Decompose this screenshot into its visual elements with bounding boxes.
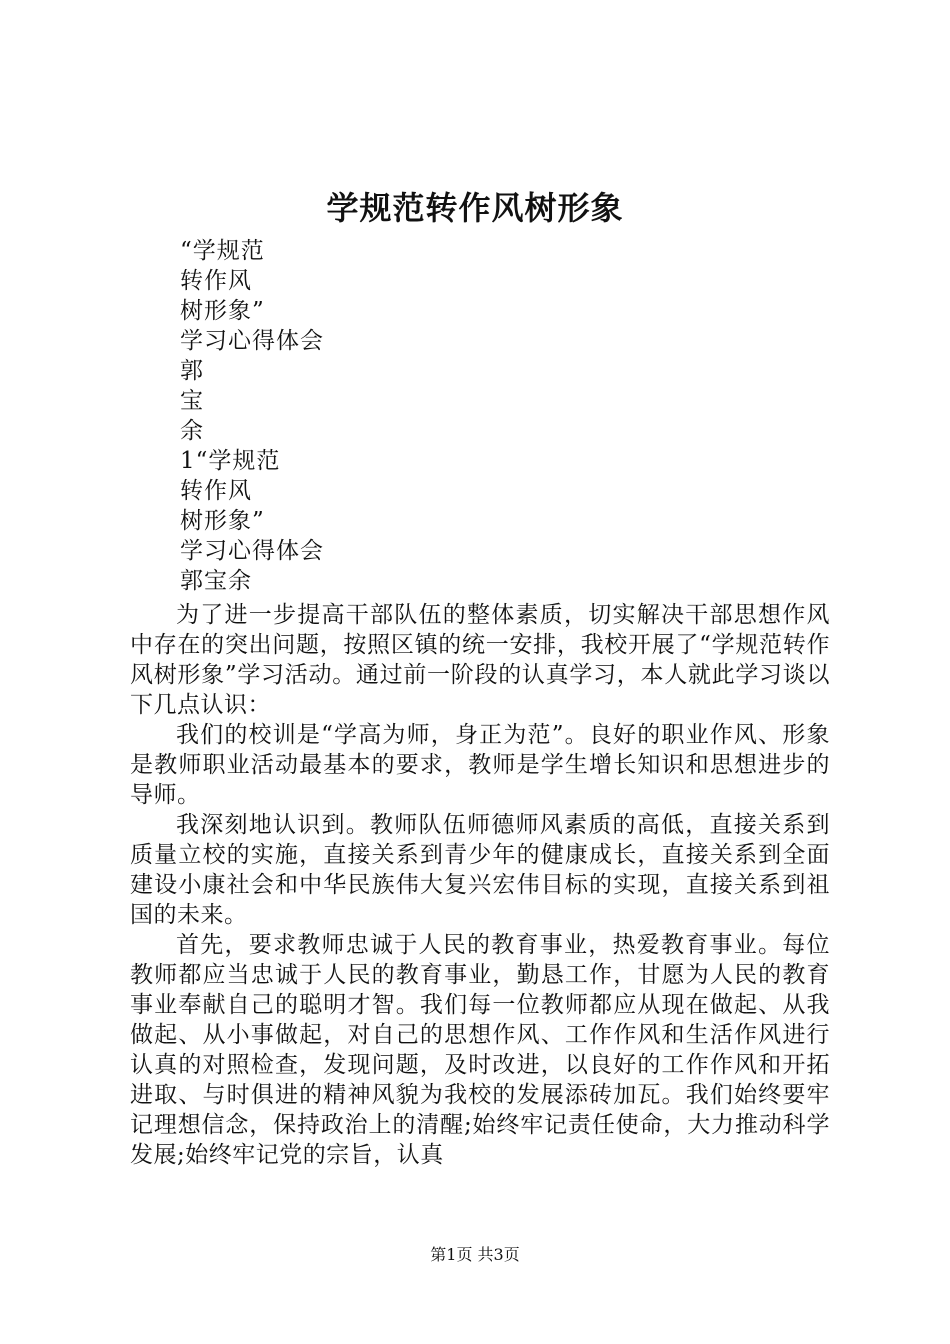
header-line: 学习心得体会 [180, 538, 324, 564]
header-line: 1“学规范 [180, 448, 281, 474]
page-footer: 第1页 共3页 [430, 1245, 520, 1264]
paragraph: 首先，要求教师忠诚于人民的教育事业，热爱教育事业。每位教师都应当忠诚于人民的教育事业，勤恳工作，甘愿为人民的教育事业奉献自己的聪明才智。我们每一位教师都应从现在做起、从我做起、从小事做起，对自己的思想作风、工作作风和生活作风进行认真的对照检查，发现问题，及时改进，以良好的工作作风和开拓进取、与时俱进的精神风貌为我校的发展添砖加瓦。我们始终要牢记理想信念，保持政治上的清醒;始终牢记责任使命，大力推动科学发展;始终牢记党的宗旨，认真 [130, 932, 830, 1168]
header-line: 余 [180, 418, 204, 444]
body-text [130, 600, 830, 1170]
header-line: 转作风 [180, 478, 252, 504]
header-line: 转作风 [180, 268, 252, 294]
paragraph: 我们的校训是“学高为师，身正为范”。良好的职业作风、形象是教师职业活动最基本的要求，教师是学生增长知识和思想进步的导师。 [130, 722, 830, 808]
header-line: 树形象” [180, 298, 265, 324]
header-line: 宝 [180, 388, 204, 414]
document-title: 学规范转作风树形象 [326, 189, 624, 227]
header-line: 郭 [180, 358, 204, 384]
header-line: “学规范 [180, 238, 265, 264]
paragraph: 为了进一步提高干部队伍的整体素质，切实解决干部思想作风中存在的突出问题，按照区镇的统一安排，我校开展了“学规范转作风树形象”学习活动。通过前一阶段的认真学习，本人就此学习谈以下几点认识： [130, 602, 830, 718]
header-lines [180, 236, 820, 596]
header-line: 郭宝余 [180, 568, 252, 594]
header-line: 学习心得体会 [180, 328, 324, 354]
header-line: 树形象” [180, 508, 265, 534]
paragraph: 我深刻地认识到。教师队伍师德师风素质的高低，直接关系到质量立校的实施，直接关系到青少年的健康成长，直接关系到全面建设小康社会和中华民族伟大复兴宏伟目标的实现，直接关系到祖国的未来。 [130, 812, 830, 928]
